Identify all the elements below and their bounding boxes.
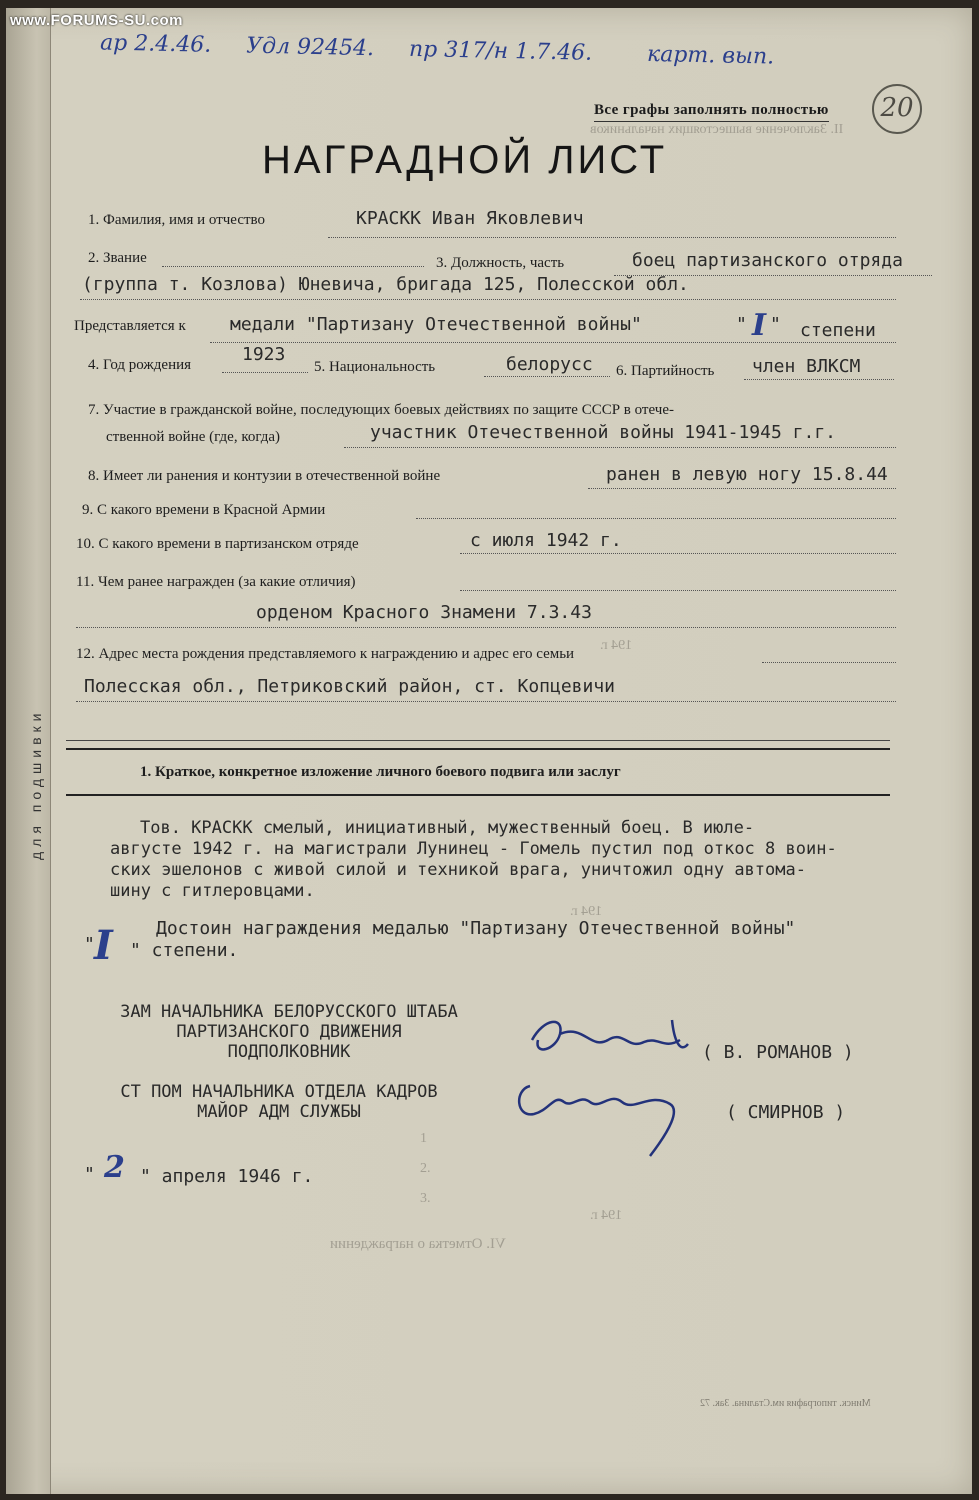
- field-5-label: 5. Национальность: [314, 359, 436, 375]
- bleed-through-text: II. Заключение вышестоящих начальников: [590, 122, 844, 137]
- presented-degree: I: [752, 308, 767, 343]
- presented-label: Представляется к: [74, 318, 186, 334]
- field-5-value: белорусс: [506, 354, 593, 375]
- bleed-through-year-b: 194 г.: [570, 904, 603, 919]
- field-11-line: [460, 590, 896, 591]
- narrative-line: ских эшелонов с живой силой и техникой врага, уничтожил одну автома-: [110, 860, 806, 880]
- page-number-stamp: 20: [872, 84, 922, 134]
- field-4-label: 4. Год рождения: [88, 357, 192, 373]
- field-12-line-b: [76, 701, 896, 702]
- field-3-label: 3. Должность, часть: [436, 255, 565, 271]
- binding-side-label: для подшивки: [28, 708, 44, 860]
- field-8-value: ранен в левую ногу 15.8.44: [606, 464, 888, 485]
- field-2-line: [162, 266, 424, 267]
- field-10-value: с июля 1942 г.: [470, 530, 622, 551]
- field-11-value: орденом Красного Знамени 7.3.43: [256, 602, 592, 623]
- field-3-value-a: боец партизанского отряда: [632, 250, 903, 271]
- field-1-value: КРАСКК Иван Яковлевич: [356, 208, 584, 229]
- section-1-underline: [66, 794, 890, 796]
- section-divider-thick: [66, 748, 890, 750]
- merit-narrative: [110, 818, 955, 902]
- section-1-heading: 1. Краткое, конкретное изложение личного боевого подвига или заслуг: [140, 764, 621, 780]
- date-month-year: " апреля 1946 г.: [140, 1166, 314, 1187]
- field-7-line: [344, 447, 896, 448]
- conclusion-degree: I: [94, 922, 113, 969]
- date-day: 2: [104, 1150, 125, 1185]
- fill-all-fields-note: Все графы заполнять полностью: [594, 102, 829, 118]
- presented-value: медали "Партизану Отечественной войны": [230, 314, 642, 335]
- signatory-2-name: ( СМИРНОВ ): [726, 1102, 846, 1123]
- narrative-line: Тов. КРАСКК смелый, инициативный, мужественный боец. В июле-: [140, 818, 755, 838]
- document-page: [6, 8, 972, 1494]
- field-9-line: [416, 518, 896, 519]
- field-11-line-b: [76, 627, 896, 628]
- bleed-through-numbers: 1 2. 3.: [420, 1131, 431, 1206]
- signatory-1-title: ЗАМ НАЧАЛЬНИКА БЕЛОРУССКОГО ШТАБА ПАРТИЗАНСКОГО ДВИЖЕНИЯ ПОДПОЛКОВНИК: [120, 1002, 458, 1062]
- field-5-line: [484, 376, 610, 377]
- field-6-line: [744, 379, 894, 380]
- field-4-line: [222, 372, 308, 373]
- field-6-value: член ВЛКСМ: [752, 356, 861, 377]
- field-11-label: 11. Чем ранее награжден (за какие отличия): [76, 574, 356, 590]
- signature-romanov: [524, 1010, 704, 1066]
- field-7-value: участник Отечественной войны 1941-1945 г.г.: [370, 422, 836, 443]
- field-6-label: 6. Партийность: [616, 363, 715, 379]
- presented-degree-word: степени: [800, 320, 876, 341]
- date-open-quote: ": [84, 1164, 95, 1185]
- printer-imprint: Минск. типография им.Сталина. Зак. 72: [700, 1398, 871, 1409]
- signatory-2-title: СТ ПОМ НАЧАЛЬНИКА ОТДЕЛА КАДРОВ МАЙОР АДМ СЛУЖБЫ: [120, 1082, 438, 1122]
- field-4-value: 1923: [242, 344, 286, 365]
- field-3-line-b: [80, 299, 896, 300]
- field-7-label-b: ственной войне (где, когда): [106, 429, 281, 445]
- field-2-label: 2. Звание: [88, 250, 147, 266]
- field-1-line: [328, 237, 896, 238]
- bleed-through-year-c: 194 г.: [590, 1208, 623, 1223]
- narrative-line: шину с гитлеровцами.: [110, 881, 315, 901]
- field-12-line: [762, 662, 896, 663]
- bleed-through-year-a: 194 г.: [600, 638, 633, 653]
- field-3-value-b: (группа т. Козлова) Юневича, бригада 125, Полесской обл.: [82, 274, 689, 295]
- field-9-label: 9. С какого времени в Красной Армии: [82, 502, 326, 518]
- section-divider: [66, 740, 890, 741]
- field-10-line: [460, 553, 896, 554]
- document-title: НАГРАДНОЙ ЛИСТ: [262, 138, 668, 182]
- field-8-line: [588, 488, 896, 489]
- field-12-value: Полесская обл., Петриковский район, ст. Копцевичи: [84, 676, 616, 697]
- field-1-label: 1. Фамилия, имя и отчество: [88, 212, 266, 228]
- conclusion-line: Достоин награждения медалью "Партизану Отечественной войны": [156, 918, 796, 939]
- archive-handwritten-note: ар 2.4.46. Удл 92454. пр 317/н 1.7.46. карт. вып.: [99, 30, 775, 70]
- conclusion-degree-word: " степени.: [130, 940, 239, 961]
- field-12-label: 12. Адрес места рождения представляемого к награждению и адрес его семьи: [76, 646, 575, 662]
- presented-line: [210, 342, 896, 343]
- bleed-through-section-6: VI. Отметка о награждении: [330, 1236, 506, 1252]
- narrative-line: августе 1942 г. на магистрали Лунинец - Гомель пустил под откос 8 воин-: [110, 839, 837, 859]
- watermark: www.FORUMS-SU.com: [10, 12, 183, 29]
- field-8-label: 8. Имеет ли ранения и контузии в отечественной войне: [88, 468, 441, 484]
- field-7-label-a: 7. Участие в гражданской войне, последующих боевых действиях по защите СССР в отече-: [88, 402, 674, 418]
- field-10-label: 10. С какого времени в партизанском отряде: [76, 536, 359, 552]
- signature-smirnov: [510, 1074, 700, 1164]
- signatory-1-name: ( В. РОМАНОВ ): [702, 1042, 854, 1063]
